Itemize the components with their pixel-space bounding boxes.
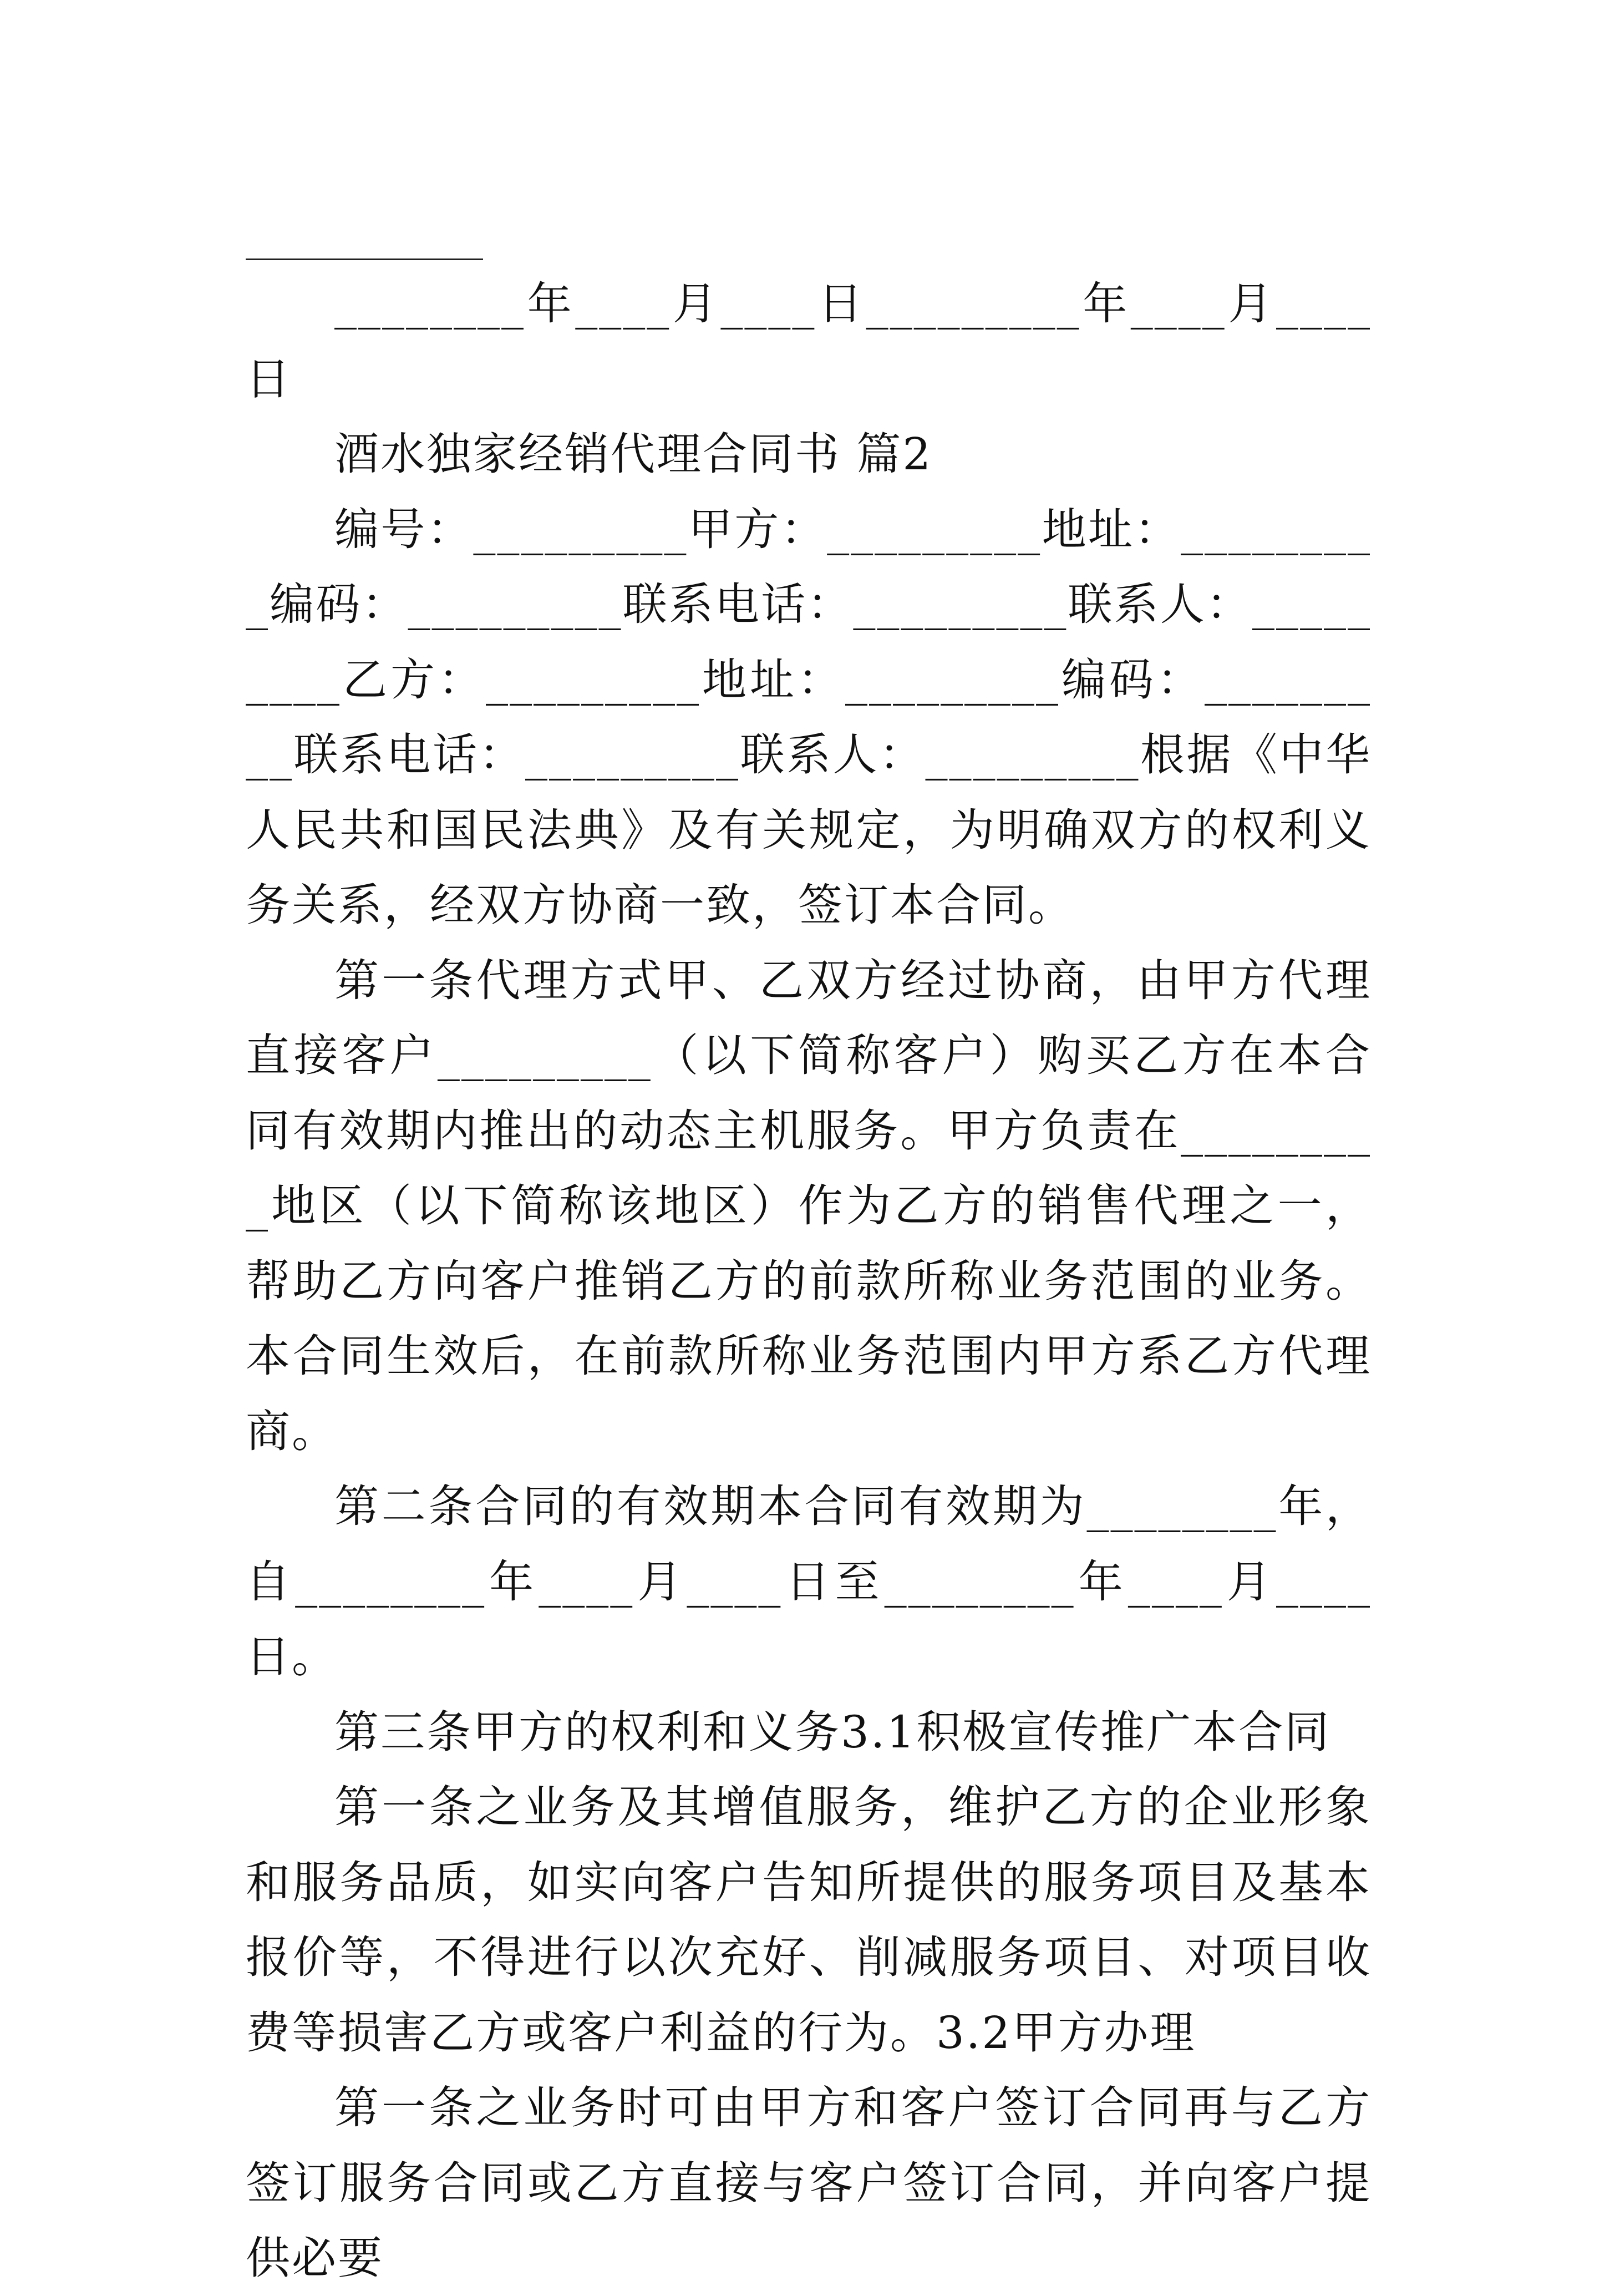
article-2-paragraph: 第二条合同的有效期本合同有效期为________年，自________年____月____日至________年____月____日。 (246, 1481, 1372, 1682)
article-3-paragraph: 第一条之业务及其增值服务，维护乙方的企业形象和服务品质，如实向客户告知所提供的服务项目及基本报价等，不得进行以次充好、削减服务项目、对项目收费等损害乙方或客户利益的行为。3.2甲方办理 (246, 1781, 1372, 2059)
parties-paragraph: 编号：_________甲方：_________地址：_________编码：_________联系电话：_________联系人：_________乙方：_________地址：_________编码：_________联系电话：_________联系人：_________根据《中华人民共和国民法典》及有关规定，为明确双方的权利义务关系，经双方协商一致，签订本合同。 (246, 503, 1372, 931)
section-heading: 酒水独家经销代理合同书 篇2 (334, 428, 933, 480)
article-1-paragraph: 第一条代理方式甲、乙双方经过协商，由甲方代理直接客户_________（以下简称客户）购买乙方在本合同有效期内推出的动态主机服务。甲方负责在_________地区（以下简称该地区）作为乙方的销售代理之一，帮助乙方向客户推销乙方的前款所称业务范围的业务。本合同生效后，在前款所称业务范围内甲方系乙方代理商。 (246, 954, 1372, 1457)
article-3-continued-paragraph: 第一条之业务时可由甲方和客户签订合同再与乙方签订服务合同或乙方直接与客户签订合同，并向客户提供必要 (246, 2082, 1372, 2284)
top-rule-line (246, 259, 483, 260)
article-3-heading: 第三条甲方的权利和义务3.1积极宣传推广本合同 (334, 1706, 1331, 1758)
date-line: ________年____月____日_________年____月____日 (246, 278, 1372, 405)
document-body (246, 266, 1372, 2296)
